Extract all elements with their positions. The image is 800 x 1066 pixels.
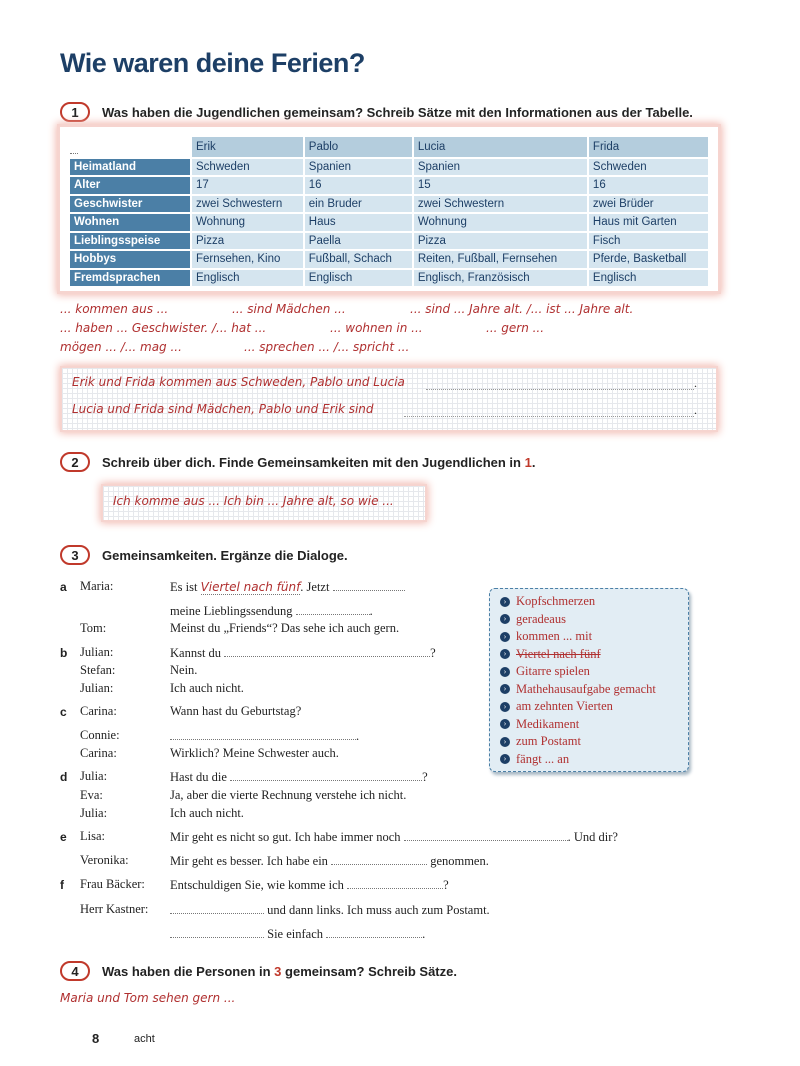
dialog-letter: f (60, 878, 64, 892)
instruction-end: gemeinsam? Schreib Sätze. (281, 963, 457, 979)
word-box-item (500, 663, 688, 681)
dialog-line: . (170, 728, 359, 744)
speaker-name: Maria: (80, 579, 114, 593)
exercise-reference: 1 (524, 454, 532, 470)
row-label: Wohnen (70, 214, 190, 231)
info-table-panel (60, 127, 718, 291)
table-cell: zwei Schwestern (414, 196, 587, 213)
table-cell: Englisch (589, 270, 708, 287)
table-row (70, 214, 708, 231)
word-box-item (500, 681, 688, 699)
blank-line[interactable] (331, 853, 427, 865)
bullet-arrow-icon: › (500, 597, 510, 607)
word-box-item (500, 751, 688, 769)
writing-line[interactable] (426, 389, 694, 390)
word-box-item (500, 716, 688, 734)
table-cell: Pferde, Basketball (589, 251, 708, 268)
table-cell: Englisch (305, 270, 412, 287)
speaker-name: Connie: (80, 728, 120, 742)
exercise-number: 3 (60, 545, 90, 565)
table-cell: Haus mit Garten (589, 214, 708, 231)
blank-line[interactable] (347, 877, 443, 889)
table-cell: 16 (305, 177, 412, 194)
bullet-arrow-icon: › (500, 684, 510, 694)
word-box-item (500, 698, 688, 716)
column-header: Lucia (414, 137, 587, 157)
speaker-name: Julia: (80, 806, 108, 820)
sentence-period: . (694, 376, 697, 390)
answer-line[interactable]: Erik und Frida kommen aus Schweden, Pablo und Lucia (72, 375, 405, 389)
speaker-name: Carina: (80, 746, 117, 760)
table-cell: Paella (305, 233, 412, 250)
table-cell: Wohnung (192, 214, 303, 231)
table-cell: Englisch, Französisch (414, 270, 587, 287)
exercise-number: 4 (60, 961, 90, 981)
table-row (70, 159, 708, 176)
filled-answer[interactable]: Viertel nach fünf (200, 580, 301, 594)
blank-line[interactable] (333, 579, 405, 591)
speaker-name: Carina: (80, 704, 117, 718)
page-number-word: acht (134, 1033, 155, 1045)
speaker-name: Stefan: (80, 663, 116, 677)
table-cell: Englisch (192, 270, 303, 287)
dialog-line: Kannst du ? (170, 646, 436, 660)
dialog-line: Hast du die ? (170, 770, 428, 784)
table-cell: ein Bruder (305, 196, 412, 213)
blank-line[interactable] (404, 829, 568, 841)
row-label: Heimatland (70, 159, 190, 176)
page-title: Wie waren deine Ferien? (60, 48, 365, 78)
table-row (70, 233, 708, 250)
column-header: Frida (589, 137, 708, 157)
bullet-arrow-icon: › (500, 614, 510, 624)
table-cell: Spanien (305, 159, 412, 176)
table-cell: 17 (192, 177, 303, 194)
table-cell: Haus (305, 214, 412, 231)
bullet-arrow-icon: › (500, 667, 510, 677)
word-box-text: Gitarre spielen (516, 664, 590, 679)
answer-line[interactable]: Lucia und Frida sind Mädchen, Pablo und Erik sind (72, 402, 374, 416)
dialog-line: Ja, aber die vierte Rechnung verstehe ich nicht. (170, 788, 407, 802)
exercise-number: 1 (60, 102, 90, 122)
dialog-line: Mir geht es nicht so gut. Ich habe immer noch . Und dir? (170, 830, 618, 844)
exercise-3-header (60, 545, 348, 565)
dialog-letter: d (60, 770, 68, 784)
row-label: Lieblingsspeise (70, 233, 190, 250)
table-row (70, 251, 708, 268)
table-cell: zwei Brüder (589, 196, 708, 213)
row-label: Hobbys (70, 251, 190, 268)
bullet-arrow-icon: › (500, 719, 510, 729)
speaker-name: Eva: (80, 788, 103, 802)
info-table (68, 135, 710, 288)
dialog-letter: e (60, 830, 67, 844)
word-box-item (500, 628, 688, 646)
speaker-name: Veronika: (80, 853, 129, 867)
exercise-4-header (60, 961, 457, 981)
dialog-line: Es ist Viertel nach fünf. Jetzt (170, 579, 405, 595)
bullet-arrow-icon: › (500, 649, 510, 659)
writing-line[interactable] (404, 416, 694, 417)
page-number: 8 (92, 1031, 100, 1046)
speaker-name: Frau Bäcker: (80, 877, 145, 891)
instruction-end: . (531, 454, 536, 470)
blank-line[interactable] (224, 645, 430, 657)
word-box-text: kommen ... mit (516, 629, 593, 644)
word-box-item (500, 611, 688, 629)
speaker-name: Tom: (80, 621, 107, 635)
word-box-text: geradeaus (516, 611, 566, 626)
blank-line[interactable] (170, 728, 356, 740)
phrase-hint: ... haben ... Geschwister. /... hat ... (60, 321, 267, 335)
table-cell: Pizza (192, 233, 303, 250)
phrase-hint: ... sind Mädchen ... (232, 302, 346, 316)
table-corner (70, 137, 78, 154)
bullet-arrow-icon: › (500, 632, 510, 642)
table-cell: Fußball, Schach (305, 251, 412, 268)
table-cell: 15 (414, 177, 587, 194)
table-cell: Fernsehen, Kino (192, 251, 303, 268)
dialog-line: und dann links. Ich muss auch zum Postamt. (170, 902, 490, 918)
column-header: Erik (192, 137, 303, 157)
speaker-name: Lisa: (80, 829, 105, 843)
phrase-hint: ... sind ... Jahre alt. /... ist ... Jahre alt. (410, 302, 634, 316)
table-header-row (70, 137, 708, 157)
word-box-text: Mathehausaufgabe gemacht (516, 681, 656, 696)
word-box-text: Kopfschmerzen (516, 594, 596, 609)
word-box-text: Medikament (516, 716, 580, 731)
dialog-letter: a (60, 580, 67, 594)
word-box-text: zum Postamt (516, 734, 581, 749)
blank-line[interactable] (170, 902, 264, 914)
speaker-name: Julian: (80, 681, 114, 695)
blank-line[interactable] (230, 769, 422, 781)
answer-box (62, 368, 716, 430)
word-box-text: fängt ... an (516, 751, 570, 766)
exercise-instruction: Gemeinsamkeiten. Ergänze die Dialoge. (102, 547, 348, 563)
table-row (70, 177, 708, 194)
exercise-number: 2 (60, 452, 90, 472)
exercise-instruction: Schreib über dich. Finde Gemeinsamkeiten mit den Jugendlichen in (102, 454, 525, 470)
phrase-hint: ... sprechen ... /... spricht ... (244, 340, 410, 354)
row-label: Fremdsprachen (70, 270, 190, 287)
sentence-period: . (694, 403, 697, 417)
blank-line[interactable] (326, 926, 422, 938)
dialog-line: Wann hast du Geburtstag? (170, 704, 302, 718)
word-box (489, 588, 689, 772)
bullet-arrow-icon: › (500, 702, 510, 712)
example-sentence[interactable]: Maria und Tom sehen gern ... (60, 991, 236, 1005)
blank-line[interactable] (170, 926, 264, 938)
table-cell: 16 (589, 177, 708, 194)
exercise-instruction: Was haben die Jugendlichen gemeinsam? Schreib Sätze mit den Informationen aus der Tabelle. (102, 104, 693, 120)
example-box (103, 486, 425, 520)
exercise-1-header (60, 102, 693, 122)
table-cell: Reiten, Fußball, Fernsehen (414, 251, 587, 268)
dialog-line: Entschuldigen Sie, wie komme ich ? (170, 878, 449, 892)
table-cell: Fisch (589, 233, 708, 250)
word-box-item (500, 733, 688, 751)
row-label: Alter (70, 177, 190, 194)
word-box-item (500, 646, 688, 664)
bullet-arrow-icon: › (500, 737, 510, 747)
dialog-line: Mir geht es besser. Ich habe ein genommen. (170, 854, 489, 868)
exercise-reference: 3 (274, 963, 282, 979)
table-cell: Pizza (414, 233, 587, 250)
phrase-hint: ... gern ... (486, 321, 545, 335)
dialog-line: Nein. (170, 663, 198, 677)
table-row (70, 270, 708, 287)
phrase-hint: ... kommen aus ... (60, 302, 169, 316)
dialog-line: Ich auch nicht. (170, 806, 244, 820)
dialog-line: Sie einfach . (170, 926, 425, 942)
bullet-arrow-icon: › (500, 754, 510, 764)
dialog-line: meine Lieblingssendung . (170, 604, 373, 618)
table-cell: Spanien (414, 159, 587, 176)
word-box-item (500, 593, 688, 611)
phrase-hint: mögen ... /... mag ... (60, 340, 182, 354)
speaker-name: Julian: (80, 645, 114, 659)
table-cell: zwei Schwestern (192, 196, 303, 213)
phrase-hint: ... wohnen in ... (330, 321, 423, 335)
column-header: Pablo (305, 137, 412, 157)
blank-line[interactable] (296, 603, 370, 615)
dialog-line: Meinst du „Friends“? Das sehe ich auch gern. (170, 621, 400, 635)
dialog-letter: c (60, 705, 67, 719)
speaker-name: Julia: (80, 769, 108, 783)
table-row (70, 196, 708, 213)
exercise-instruction: Was haben die Personen in (102, 963, 275, 979)
dialog-line: Ich auch nicht. (170, 681, 244, 695)
row-label: Geschwister (70, 196, 190, 213)
dialog-letter: b (60, 646, 68, 660)
table-cell: Wohnung (414, 214, 587, 231)
speaker-name: Herr Kastner: (80, 902, 149, 916)
word-box-text: Viertel nach fünf (516, 646, 601, 661)
table-cell: Schweden (192, 159, 303, 176)
dialog-line: Wirklich? Meine Schwester auch. (170, 746, 339, 760)
exercise-2-header (60, 452, 535, 472)
table-cell: Schweden (589, 159, 708, 176)
word-box-text: am zehnten Vierten (516, 699, 613, 714)
example-sentence: Ich komme aus ... Ich bin ... Jahre alt, so wie ... (113, 494, 394, 508)
